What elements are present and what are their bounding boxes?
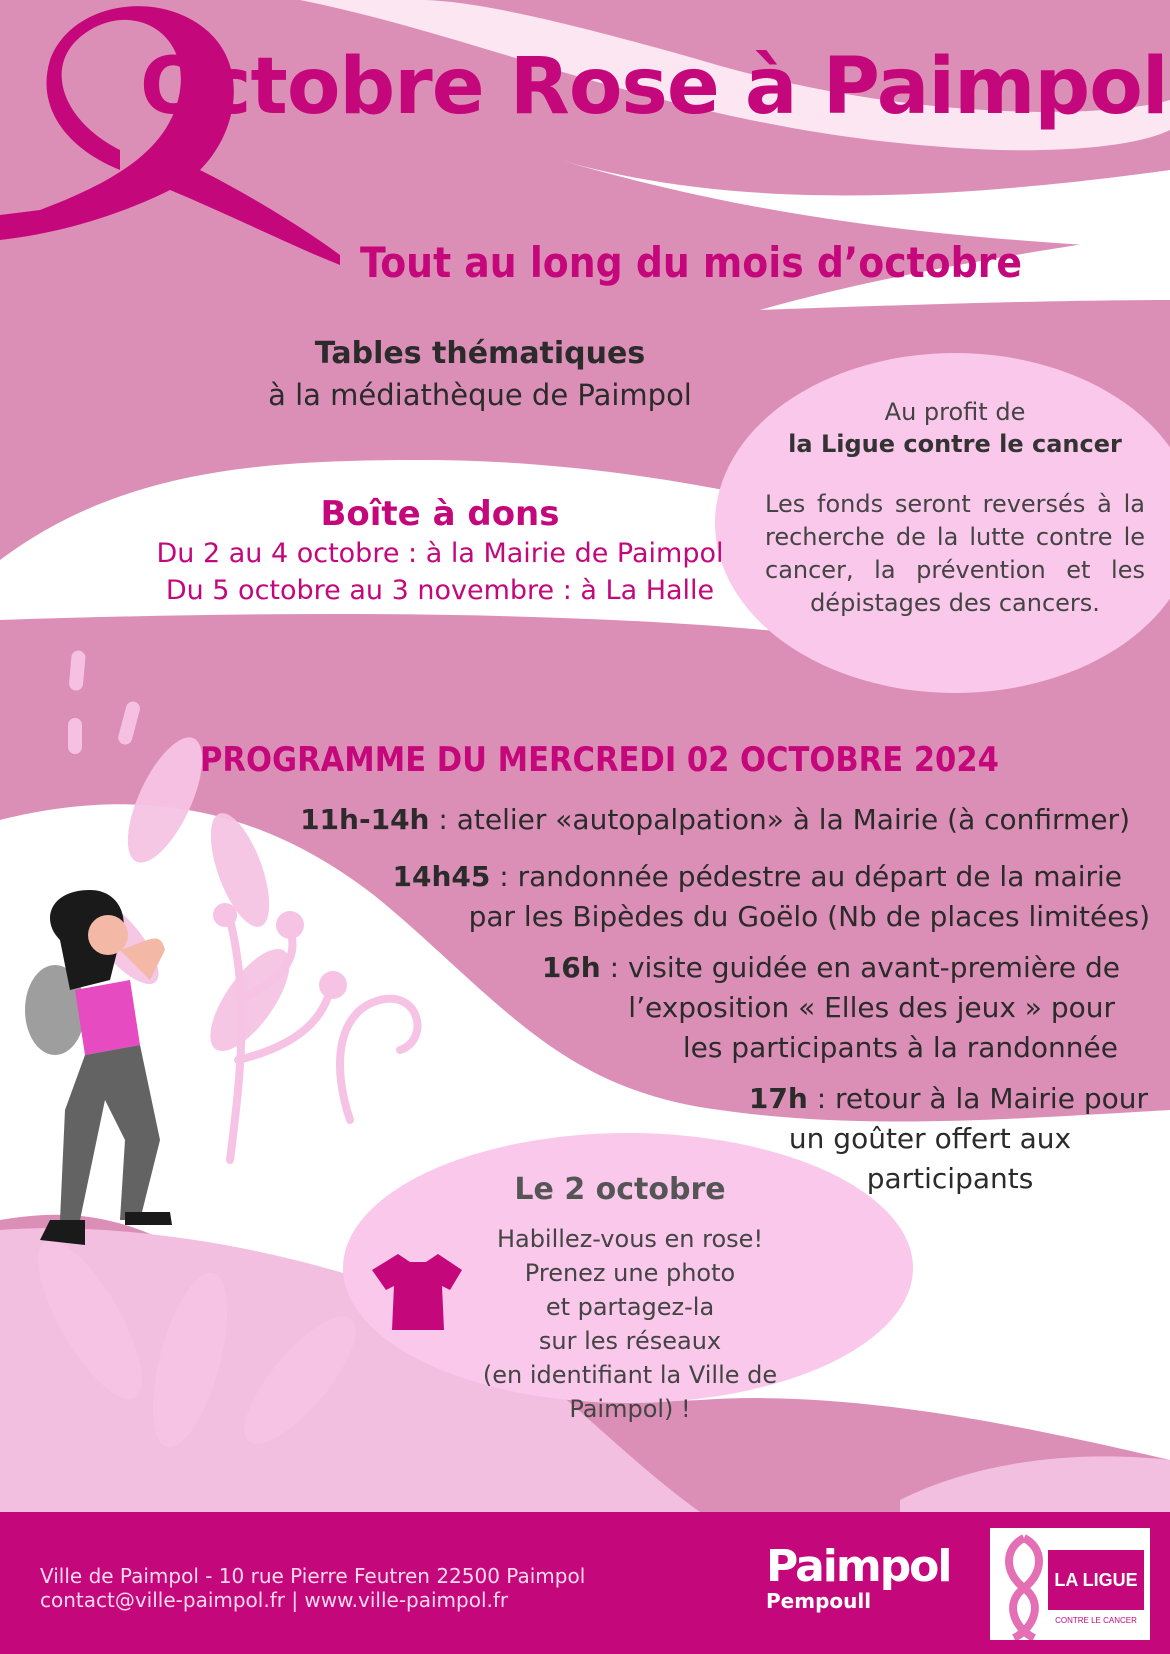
programme-time: 14h45 [392,860,491,893]
profit-description: Les fonds seront reversés à la recherche de la lutte contre le cancer, la prévention et les dépistages des cancers. [765,490,1145,617]
footer-address: Ville de Paimpol - 10 rue Pierre Feutren 22500 Paimpol [40,1564,586,1588]
la-ligue-sublabel: CONTRE LE CANCER [1055,1616,1137,1625]
programme-item [393,857,1122,897]
programme-time: 17h [748,1082,808,1115]
profit-info [755,398,1155,620]
programme-text: participants [866,1162,1034,1195]
programme-item [749,1079,1148,1119]
footer [0,1512,1170,1654]
la-ligue-logo [990,1528,1150,1640]
october-2-line: Paimpol) ! [569,1395,691,1423]
programme-item [300,800,1130,840]
programme-heading: PROGRAMME DU MERCREDI 02 OCTOBRE 2024 [200,740,999,780]
october-2-heading: Le 2 octobre [514,1172,726,1207]
paimpol-logo-subtext: Pempoull [766,1589,872,1613]
donation-box-line: Du 5 octobre au 3 novembre : à La Halle [165,575,715,606]
tables-heading: Tables thématiques [314,336,646,371]
programme-text: un goûter offert aux [788,1122,1072,1155]
programme-text: : randonnée pédestre au départ de la mairie [490,860,1122,893]
october-2-line: (en identifiant la Ville de [482,1361,778,1389]
profit-intro: Au profit de [884,398,1026,426]
tables-location: à la médiathèque de Paimpol [268,378,692,412]
la-ligue-label: LA LIGUE [1048,1550,1144,1610]
programme-text: l’exposition « Elles des jeux » pour [628,991,1115,1024]
paimpol-logo-text: Paimpol [766,1541,951,1592]
programme-text: : retour à la Mairie pour [807,1082,1148,1115]
ribbon-logo-icon [994,1528,1054,1640]
programme-text: par les Bipèdes du Goëlo (Nb de places limitées) [468,900,1150,933]
programme-text: : visite guidée en avant-première de [600,951,1120,984]
programme-time: 11h-14h [300,803,430,836]
october-2-line: sur les réseaux [538,1327,722,1355]
donation-box-heading: Boîte à dons [320,494,560,534]
poster-subtitle: Tout au long du mois d’octobre [360,238,1022,287]
paimpol-logo [766,1541,956,1634]
programme-item [542,948,1120,988]
footer-contact[interactable]: contact@ville-paimpol.fr | www.ville-paimpol.fr [40,1588,509,1612]
programme-text: : atelier «autopalpation» à la Mairie (à confirmer) [429,803,1130,836]
donation-box-line: Du 2 au 4 octobre : à la Mairie de Paimpol [156,538,724,569]
october-2-body [440,1222,820,1426]
programme-text: les participants à la randonnée [682,1031,1118,1064]
poster-title: Octobre Rose à Paimpol [140,42,1168,132]
october-2-line: Prenez une photo [524,1259,736,1287]
october-2-line: et partagez-la [545,1293,715,1321]
october-2-line: Habillez-vous en rose! [496,1225,764,1253]
profit-organisation: la Ligue contre le cancer [788,430,1122,458]
programme-time: 16h [541,951,601,984]
